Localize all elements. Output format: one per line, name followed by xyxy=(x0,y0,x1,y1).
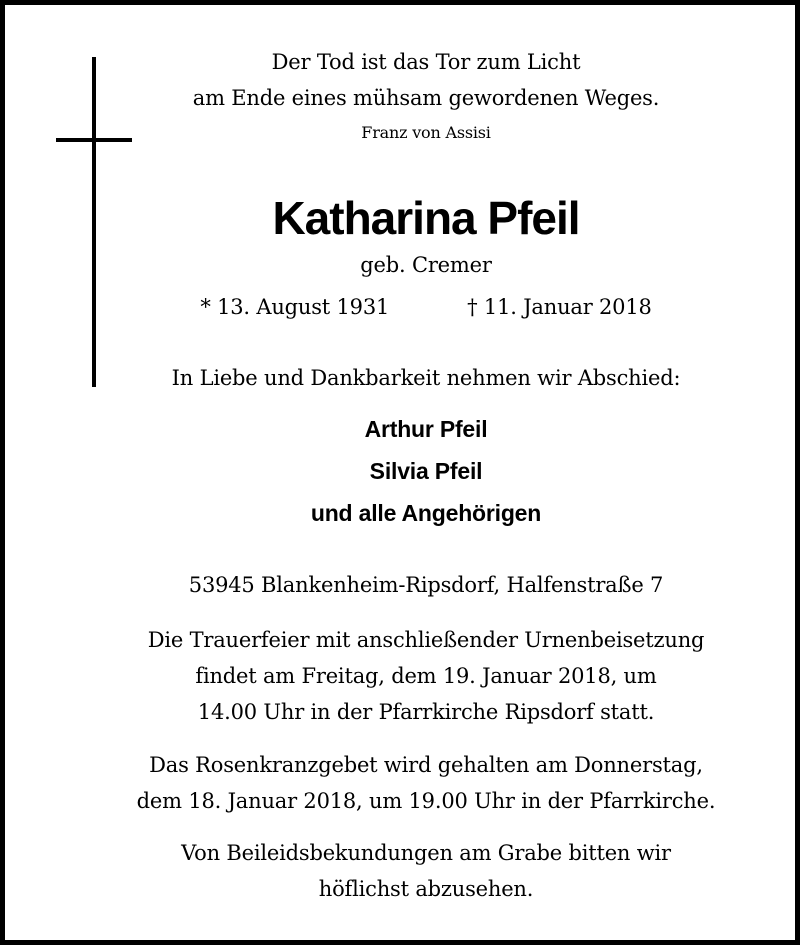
funeral-line-1: Die Trauerfeier mit anschließender Urnenbeisetzung xyxy=(147,628,705,652)
address: 53945 Blankenheim-Ripsdorf, Halfenstraße 7 xyxy=(188,573,664,597)
mourner-3: und alle Angehörigen xyxy=(310,500,542,526)
birth-date: * 13. August 1931 xyxy=(200,295,390,319)
death-date: † 11. Januar 2018 xyxy=(467,295,652,319)
quote-line-2: am Ende eines mühsam gewordenen Weges. xyxy=(192,86,660,110)
condolences-line-1: Von Beileidsbekundungen am Grabe bitten wir xyxy=(181,841,671,865)
funeral-line-2: findet am Freitag, dem 19. Januar 2018, um xyxy=(195,664,657,688)
rosary-line-2: dem 18. Januar 2018, um 19.00 Uhr in der Pfarrkirche. xyxy=(136,789,716,813)
rosary-line-1: Das Rosenkranzgebet wird gehalten am Donnerstag, xyxy=(149,753,703,777)
life-dates xyxy=(26,294,800,320)
quote-line-1: Der Tod ist das Tor zum Licht xyxy=(271,50,581,74)
farewell-intro: In Liebe und Dankbarkeit nehmen wir Abschied: xyxy=(171,366,681,390)
deceased-name: Katharina Pfeil xyxy=(272,192,580,244)
mourner-2: Silvia Pfeil xyxy=(369,458,483,484)
maiden-name: geb. Cremer xyxy=(360,253,492,277)
condolences-line-2: höflichst abzusehen. xyxy=(318,877,534,901)
mourner-1: Arthur Pfeil xyxy=(364,416,488,442)
quote-author: Franz von Assisi xyxy=(361,123,491,142)
funeral-line-3: 14.00 Uhr in der Pfarrkirche Ripsdorf statt. xyxy=(197,700,655,724)
